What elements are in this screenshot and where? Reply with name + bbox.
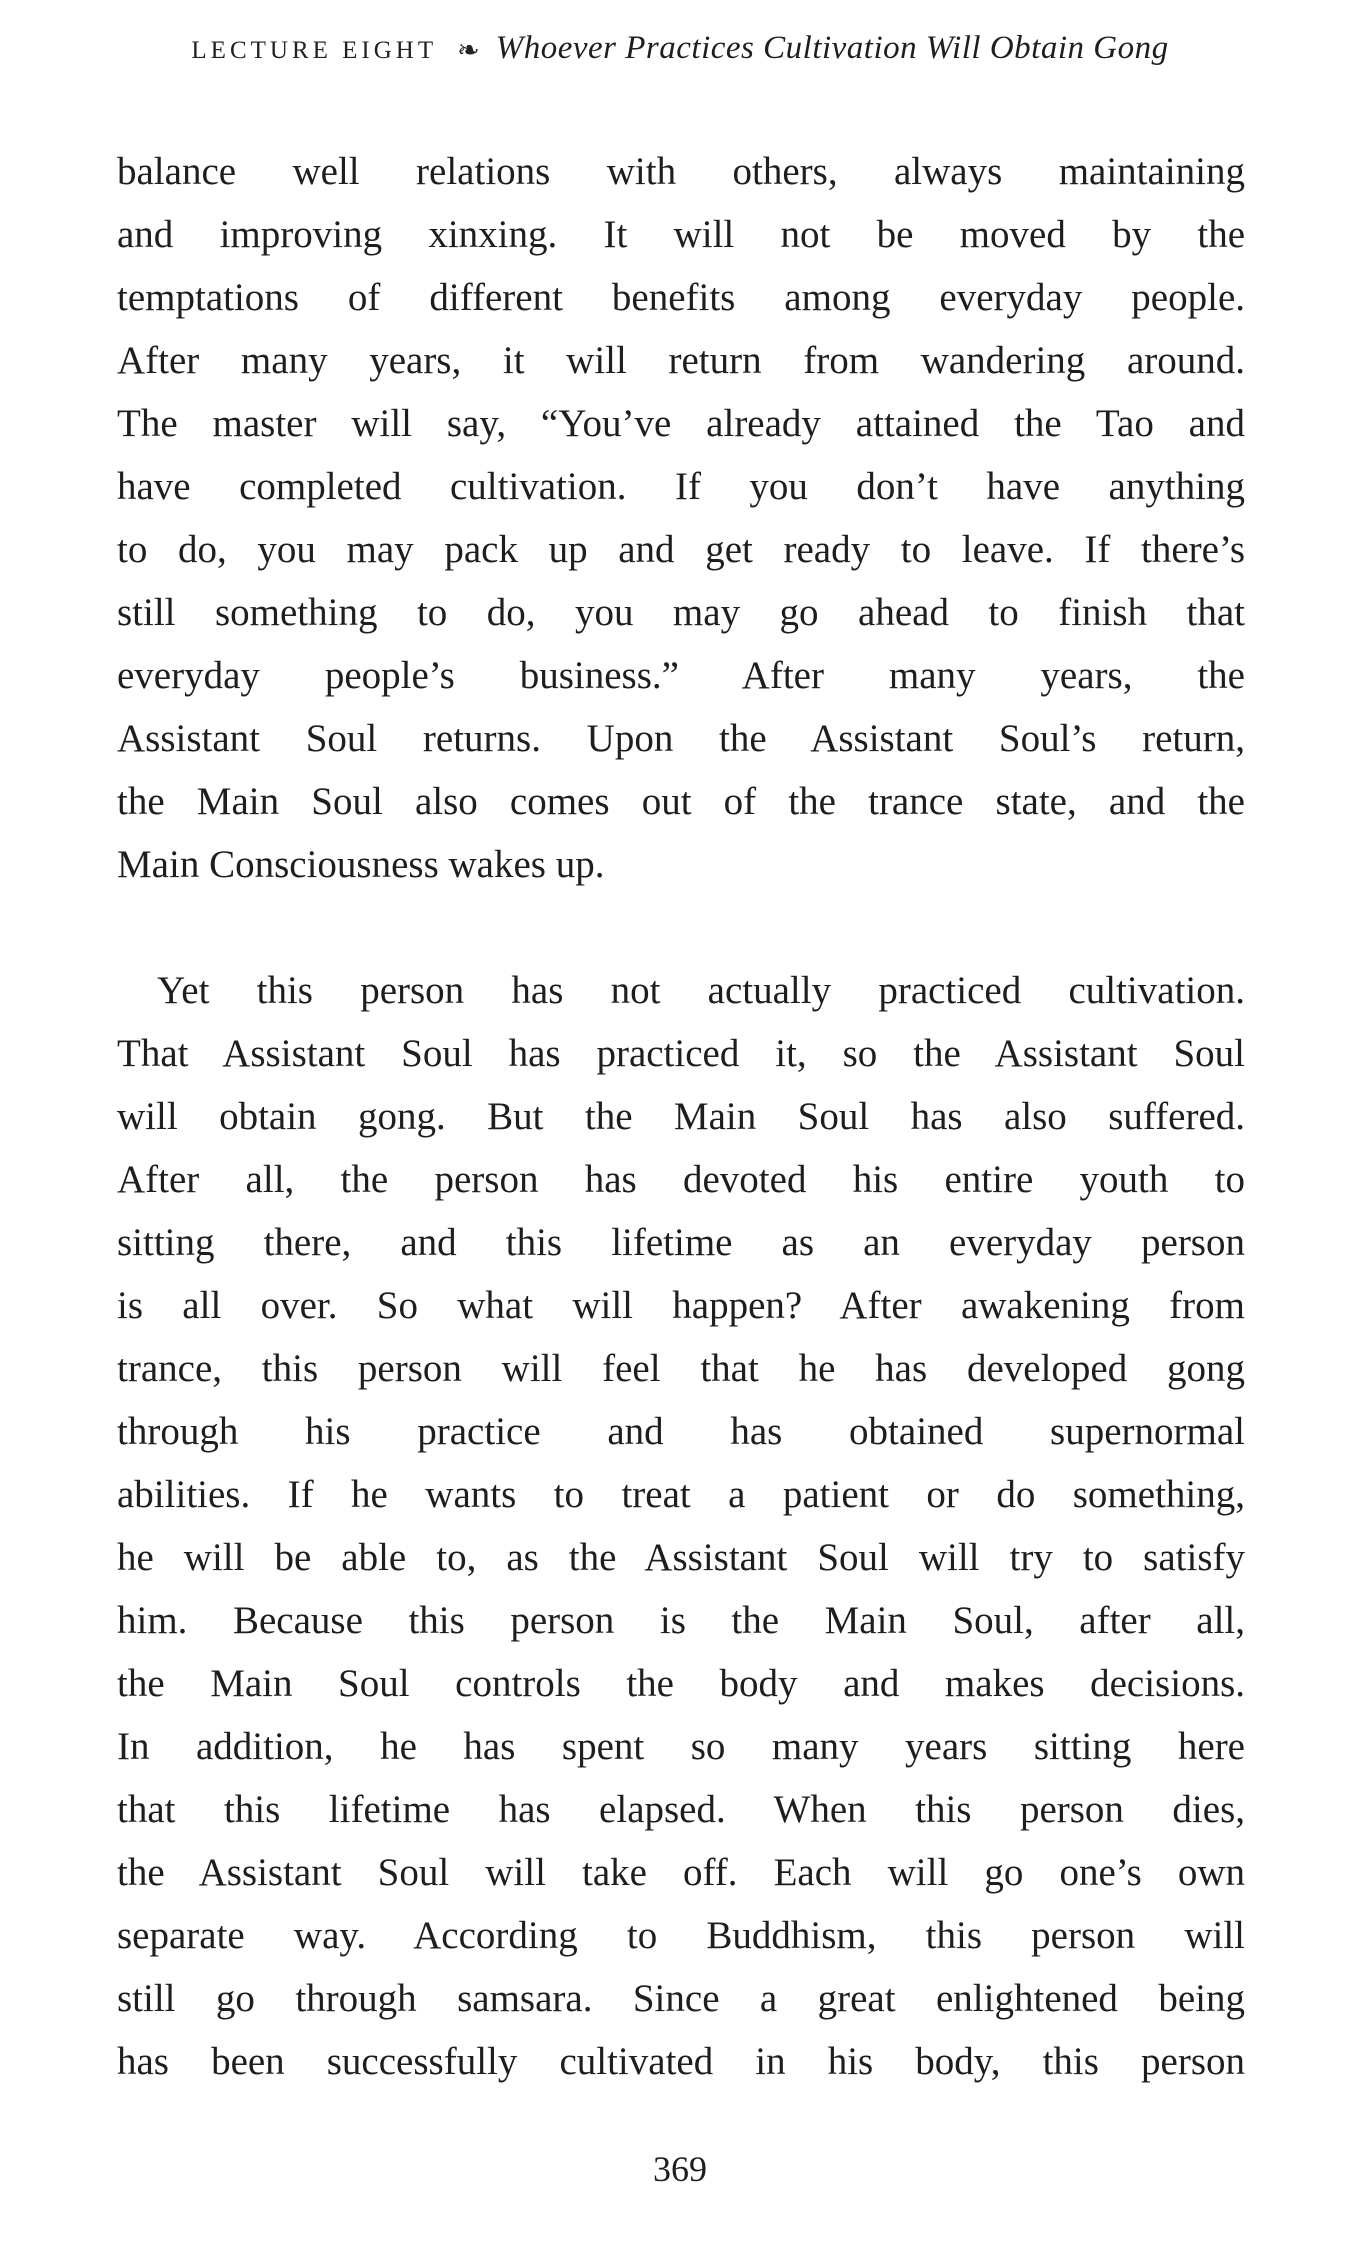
text-line: The master will say, “You’ve already attained the Tao and: [117, 402, 1245, 445]
text-line: and improving xinxing. It will not be moved by the: [117, 213, 1245, 256]
body-text: [117, 140, 1245, 2093]
text-line: that this lifetime has elapsed. When this person dies,: [117, 1788, 1245, 1831]
text-line: After all, the person has devoted his entire youth to: [117, 1158, 1245, 1201]
text-line: have completed cultivation. If you don’t have anything: [117, 465, 1245, 508]
text-line: still something to do, you may go ahead to finish that: [117, 591, 1245, 634]
text-line: Yet this person has not actually practiced cultivation.: [157, 969, 1245, 1012]
text-line: the Assistant Soul will take off. Each will go one’s own: [117, 1851, 1245, 1894]
hedera-leaf-ornament-icon: ❧: [457, 35, 480, 65]
text-line: through his practice and has obtained supernormal: [117, 1410, 1245, 1453]
text-line: abilities. If he wants to treat a patient or do something,: [117, 1473, 1245, 1516]
text-line: will obtain gong. But the Main Soul has also suffered.: [117, 1095, 1245, 1138]
lecture-label: LECTURE EIGHT: [191, 37, 438, 64]
text-line: temptations of different benefits among everyday people.: [117, 276, 1245, 319]
page-number: 369: [653, 2149, 707, 2189]
paragraph: [117, 959, 1245, 2093]
text-line: he will be able to, as the Assistant Soul will try to satisfy: [117, 1536, 1245, 1579]
text-line: Assistant Soul returns. Upon the Assistant Soul’s return,: [117, 717, 1245, 760]
paragraph: [117, 140, 1245, 896]
running-head: [0, 28, 1360, 74]
text-line: to do, you may pack up and get ready to leave. If there’s: [117, 528, 1245, 571]
text-line: Main Consciousness wakes up.: [117, 843, 605, 886]
text-line: everyday people’s business.” After many years, the: [117, 654, 1245, 697]
text-line: him. Because this person is the Main Soul, after all,: [117, 1599, 1245, 1642]
text-line: In addition, he has spent so many years sitting here: [117, 1725, 1245, 1768]
text-line: That Assistant Soul has practiced it, so the Assistant Soul: [117, 1032, 1245, 1075]
text-line: balance well relations with others, always maintaining: [117, 150, 1245, 193]
text-line: the Main Soul also comes out of the trance state, and the: [117, 780, 1245, 823]
text-line: sitting there, and this lifetime as an everyday person: [117, 1221, 1245, 1264]
text-line: is all over. So what will happen? After awakening from: [117, 1284, 1245, 1327]
text-line: trance, this person will feel that he has developed gong: [117, 1347, 1245, 1390]
text-line: the Main Soul controls the body and makes decisions.: [117, 1662, 1245, 1705]
text-line: After many years, it will return from wandering around.: [117, 339, 1245, 382]
text-line: still go through samsara. Since a great enlightened being: [117, 1977, 1245, 2020]
text-line: has been successfully cultivated in his body, this person: [117, 2040, 1245, 2083]
chapter-title: Whoever Practices Cultivation Will Obtain Gong: [495, 30, 1169, 66]
text-line: separate way. According to Buddhism, this person will: [117, 1914, 1245, 1957]
